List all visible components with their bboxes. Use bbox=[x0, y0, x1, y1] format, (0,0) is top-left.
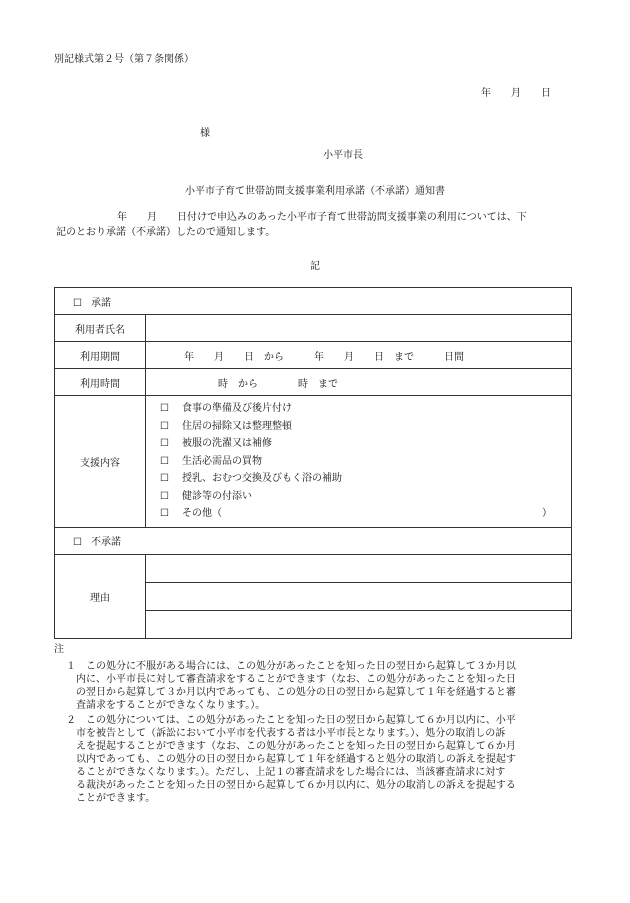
body-text-line1: 年 月 日付けで申込みのあった小平市子育て世帯訪問支援事業の利用については、下 bbox=[117, 212, 527, 223]
time-row bbox=[55, 369, 572, 396]
issuer: 小平市長 bbox=[323, 150, 363, 161]
deny-label: 不承諾 bbox=[91, 537, 121, 548]
user-name-field[interactable] bbox=[146, 315, 572, 342]
time-field[interactable] bbox=[146, 369, 572, 396]
checkbox-icon: ☐ bbox=[160, 455, 169, 467]
period-row bbox=[55, 342, 572, 369]
reason-line bbox=[146, 583, 571, 611]
notice-form-table bbox=[54, 287, 572, 639]
support-item-shopping[interactable]: ☐ 生活必需品の買物 bbox=[160, 453, 571, 471]
time-label: 利用時間 bbox=[55, 369, 146, 396]
period-value: 年 月 日 から 年 月 日 まで 日間 bbox=[184, 351, 464, 363]
support-item-laundry[interactable]: ☐ 被服の洗濯又は補修 bbox=[160, 435, 571, 453]
deny-checkbox[interactable]: ☐ bbox=[73, 537, 82, 548]
addressee-suffix: 様 bbox=[200, 128, 210, 139]
reason-field[interactable] bbox=[146, 554, 572, 638]
support-item-cleaning[interactable]: ☐ 住居の掃除又は整理整頓 bbox=[160, 418, 571, 436]
time-value: 時 から 時 まで bbox=[218, 378, 338, 390]
approve-checkbox[interactable]: ☐ bbox=[73, 297, 82, 309]
checkbox-icon: ☐ bbox=[160, 490, 169, 502]
period-label: 利用期間 bbox=[55, 342, 146, 369]
support-item-childcare[interactable]: ☐ 授乳、おむつ交換及びもく浴の補助 bbox=[160, 470, 571, 488]
checkbox-icon: ☐ bbox=[160, 420, 169, 432]
ki-heading: 記 bbox=[310, 261, 320, 272]
reason-line bbox=[146, 611, 571, 638]
user-name-label: 利用者氏名 bbox=[55, 315, 146, 342]
checkbox-icon: ☐ bbox=[160, 508, 169, 519]
support-item-checkup[interactable]: ☐ 健診等の付添い bbox=[160, 488, 571, 506]
reason-label: 理由 bbox=[55, 554, 146, 638]
notes-heading: 注 bbox=[54, 644, 64, 655]
support-list bbox=[146, 396, 572, 528]
support-label: 支援内容 bbox=[55, 396, 146, 528]
form-number: 別記様式第２号（第７条関係） bbox=[54, 54, 194, 65]
checkbox-icon: ☐ bbox=[160, 438, 169, 449]
date-field: 年 月 日 bbox=[481, 88, 551, 99]
support-item-other[interactable]: ☐ その他（ ） bbox=[160, 505, 571, 523]
note-2: ２ この処分については、この処分があったことを知った日の翌日から起算して６か月以内に、小平 市を被告として（訴訟において小平市を代表する者は小平市長となります。）、処分の取消しの訴 えを提起することができます（なお、この処分があったことを知った日の翌日から起算して６か月 以内であっても、この処分の日の翌日から起算して１年を経過すると処分の取消しの訴えを提起す ることができなくなります。）。ただし、上記１の審査請求をした場合には、当該審査請求に対す る裁決があったことを知った日の翌日から起算して６か月以内に、処分の取消しの訴えを提起する ことができます。 bbox=[66, 715, 516, 804]
reason-line bbox=[146, 555, 571, 583]
period-field[interactable] bbox=[146, 342, 572, 369]
user-name-row bbox=[55, 315, 572, 342]
checkbox-icon: ☐ bbox=[160, 403, 169, 414]
deny-row bbox=[55, 527, 572, 554]
document-title: 小平市子育て世帯訪問支援事業利用承諾（不承諾）通知書 bbox=[185, 186, 445, 197]
support-item-meal[interactable]: ☐ 食事の準備及び後片付け bbox=[160, 400, 571, 418]
note-1: １ この処分に不服がある場合には、この処分があったことを知った日の翌日から起算して３か月以 内に、小平市長に対して審査請求をすることができます（なお、この処分があったことを知った日 の翌日から起算して３か月以内であっても、この処分の日の翌日から起算して１年を経過すると審 査請求をすることができなくなります。）。 bbox=[66, 661, 516, 711]
approve-label: 承諾 bbox=[91, 297, 111, 309]
body-text-line2: 記のとおり承諾（不承諾）したので通知します。 bbox=[56, 227, 276, 238]
checkbox-icon: ☐ bbox=[160, 473, 169, 484]
approve-row bbox=[55, 288, 572, 315]
support-row bbox=[55, 396, 572, 528]
reason-row bbox=[55, 554, 572, 638]
